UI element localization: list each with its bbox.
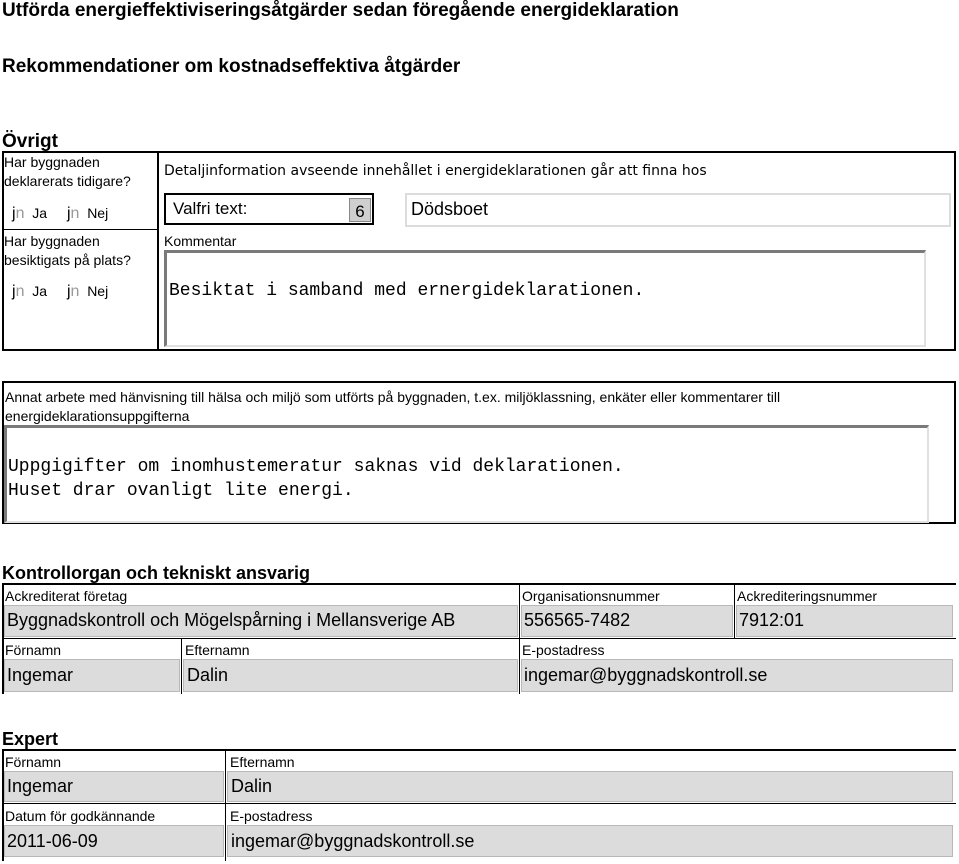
organisationsnummer-value: 556565-7482 bbox=[524, 610, 631, 630]
annat-arbete-textarea[interactable] bbox=[4, 425, 929, 523]
radio-icon: jn bbox=[66, 205, 80, 222]
radio-icon: jn bbox=[12, 205, 25, 222]
kommentar-label: Kommentar bbox=[164, 233, 237, 249]
expert-top-rule bbox=[2, 749, 956, 751]
kommentar-text: Besiktat i samband med ernergideklarationen. bbox=[169, 281, 645, 301]
heading-ovrigt: Övrigt bbox=[2, 131, 58, 152]
organisationsnummer-label: Organisationsnummer bbox=[522, 588, 660, 604]
valfri-value-field[interactable] bbox=[405, 193, 951, 227]
radio-group-besiktigats bbox=[12, 283, 108, 301]
kontroll-divider-4 bbox=[519, 638, 520, 694]
expert-epost-field[interactable] bbox=[227, 825, 953, 857]
heading-rekommendationer: Rekommendationer om kostnadseffektiva åtgärder bbox=[2, 56, 461, 77]
valfri-value-text: Dödsboet bbox=[411, 199, 489, 219]
organisationsnummer-field[interactable] bbox=[521, 605, 733, 637]
question-besiktigats: Har byggnaden besiktigats på plats? bbox=[4, 233, 131, 268]
expert-efternamn-label: Efternamn bbox=[230, 754, 295, 770]
ackrediteringsnummer-value: 7912:01 bbox=[739, 610, 805, 630]
question-separator bbox=[2, 229, 157, 230]
expert-divider bbox=[225, 749, 226, 861]
kommentar-textarea[interactable] bbox=[164, 250, 926, 347]
annat-arbete-label-2: energideklarationsuppgifterna bbox=[5, 408, 190, 424]
expert-fornamn-value: Ingemar bbox=[7, 776, 74, 796]
expert-mid-rule bbox=[2, 803, 956, 804]
expert-fornamn-label: Förnamn bbox=[5, 754, 62, 770]
valfri-number-box[interactable]: 6 bbox=[349, 198, 371, 222]
kontroll-mid-rule bbox=[2, 638, 956, 639]
datum-godkannande-label: Datum för godkännande bbox=[5, 808, 156, 824]
valfri-text-box bbox=[164, 193, 374, 225]
radio-nej-besiktigats[interactable] bbox=[67, 283, 108, 299]
expert-efternamn-field[interactable] bbox=[227, 771, 953, 802]
annat-arbete-label-1: Annat arbete med hänvisning till hälsa och miljö som utförts på byggnaden, t.ex. miljöklassning, enkäter eller kommentarer till bbox=[5, 389, 781, 405]
ovrigt-divider bbox=[157, 151, 159, 351]
radio-icon: jn bbox=[12, 283, 25, 300]
kontroll-top-rule bbox=[2, 583, 956, 585]
radio-ja-deklarerats[interactable] bbox=[12, 205, 47, 221]
detail-info-text: Detaljinformation avseende innehållet i energideklarationen går att finna hos bbox=[164, 163, 707, 179]
expert-epost-value: ingemar@byggnadskontroll.se bbox=[231, 831, 475, 851]
valfri-text-label: Valfri text: bbox=[173, 199, 248, 218]
ackrediterat-foretag-label: Ackrediterat företag bbox=[5, 588, 128, 604]
kontroll-fornamn-value: Ingemar bbox=[7, 665, 74, 685]
heading-expert: Expert bbox=[2, 729, 59, 749]
radio-ja-besiktigats[interactable] bbox=[12, 283, 47, 299]
ackrediterat-foretag-value: Byggnadskontroll och Mögelspårning i Mellansverige AB bbox=[7, 610, 456, 630]
datum-godkannande-value: 2011-06-09 bbox=[7, 831, 98, 851]
ackrediterat-foretag-field[interactable] bbox=[4, 605, 518, 637]
kontroll-fornamn-field[interactable] bbox=[4, 659, 180, 692]
kontroll-fornamn-label: Förnamn bbox=[5, 642, 62, 658]
kontroll-divider-2 bbox=[734, 583, 735, 638]
kontroll-divider-1 bbox=[519, 583, 520, 638]
heading-utforda-atgarder: Utförda energieffektiviseringsåtgärder sedan föregående energideklaration bbox=[2, 0, 679, 21]
kontroll-epost-value: ingemar@byggnadskontroll.se bbox=[524, 665, 768, 685]
radio-group-deklarerats bbox=[12, 205, 108, 223]
kontroll-divider-3 bbox=[181, 638, 182, 694]
radio-icon: jn bbox=[66, 283, 80, 300]
question-deklarerats: Har byggnaden deklarerats tidigare? bbox=[4, 154, 131, 189]
radio-label-nej: Nej bbox=[87, 205, 109, 221]
datum-godkannande-field[interactable] bbox=[4, 825, 224, 857]
expert-fornamn-field[interactable] bbox=[4, 771, 224, 802]
kontroll-efternamn-label: Efternamn bbox=[185, 642, 250, 658]
radio-nej-deklarerats[interactable] bbox=[67, 205, 108, 221]
annat-arbete-text-1: Uppgigifter om inomhustemeratur saknas vid deklarationen. bbox=[8, 457, 624, 477]
expert-efternamn-value: Dalin bbox=[231, 776, 273, 796]
radio-label-nej: Nej bbox=[87, 283, 109, 299]
kontroll-epost-field[interactable] bbox=[521, 659, 953, 692]
kontroll-epost-label: E-postadress bbox=[522, 642, 605, 658]
kontroll-efternamn-value: Dalin bbox=[187, 665, 229, 685]
ackrediteringsnummer-label: Ackrediteringsnummer bbox=[737, 588, 878, 604]
annat-arbete-text-2: Huset drar ovanligt lite energi. bbox=[8, 481, 354, 501]
radio-label-ja: Ja bbox=[32, 283, 48, 299]
expert-epost-label: E-postadress bbox=[230, 808, 313, 824]
heading-kontrollorgan: Kontrollorgan och tekniskt ansvarig bbox=[2, 563, 311, 583]
radio-label-ja: Ja bbox=[32, 205, 48, 221]
ackrediteringsnummer-field[interactable] bbox=[736, 605, 953, 637]
kontroll-efternamn-field[interactable] bbox=[183, 659, 518, 692]
